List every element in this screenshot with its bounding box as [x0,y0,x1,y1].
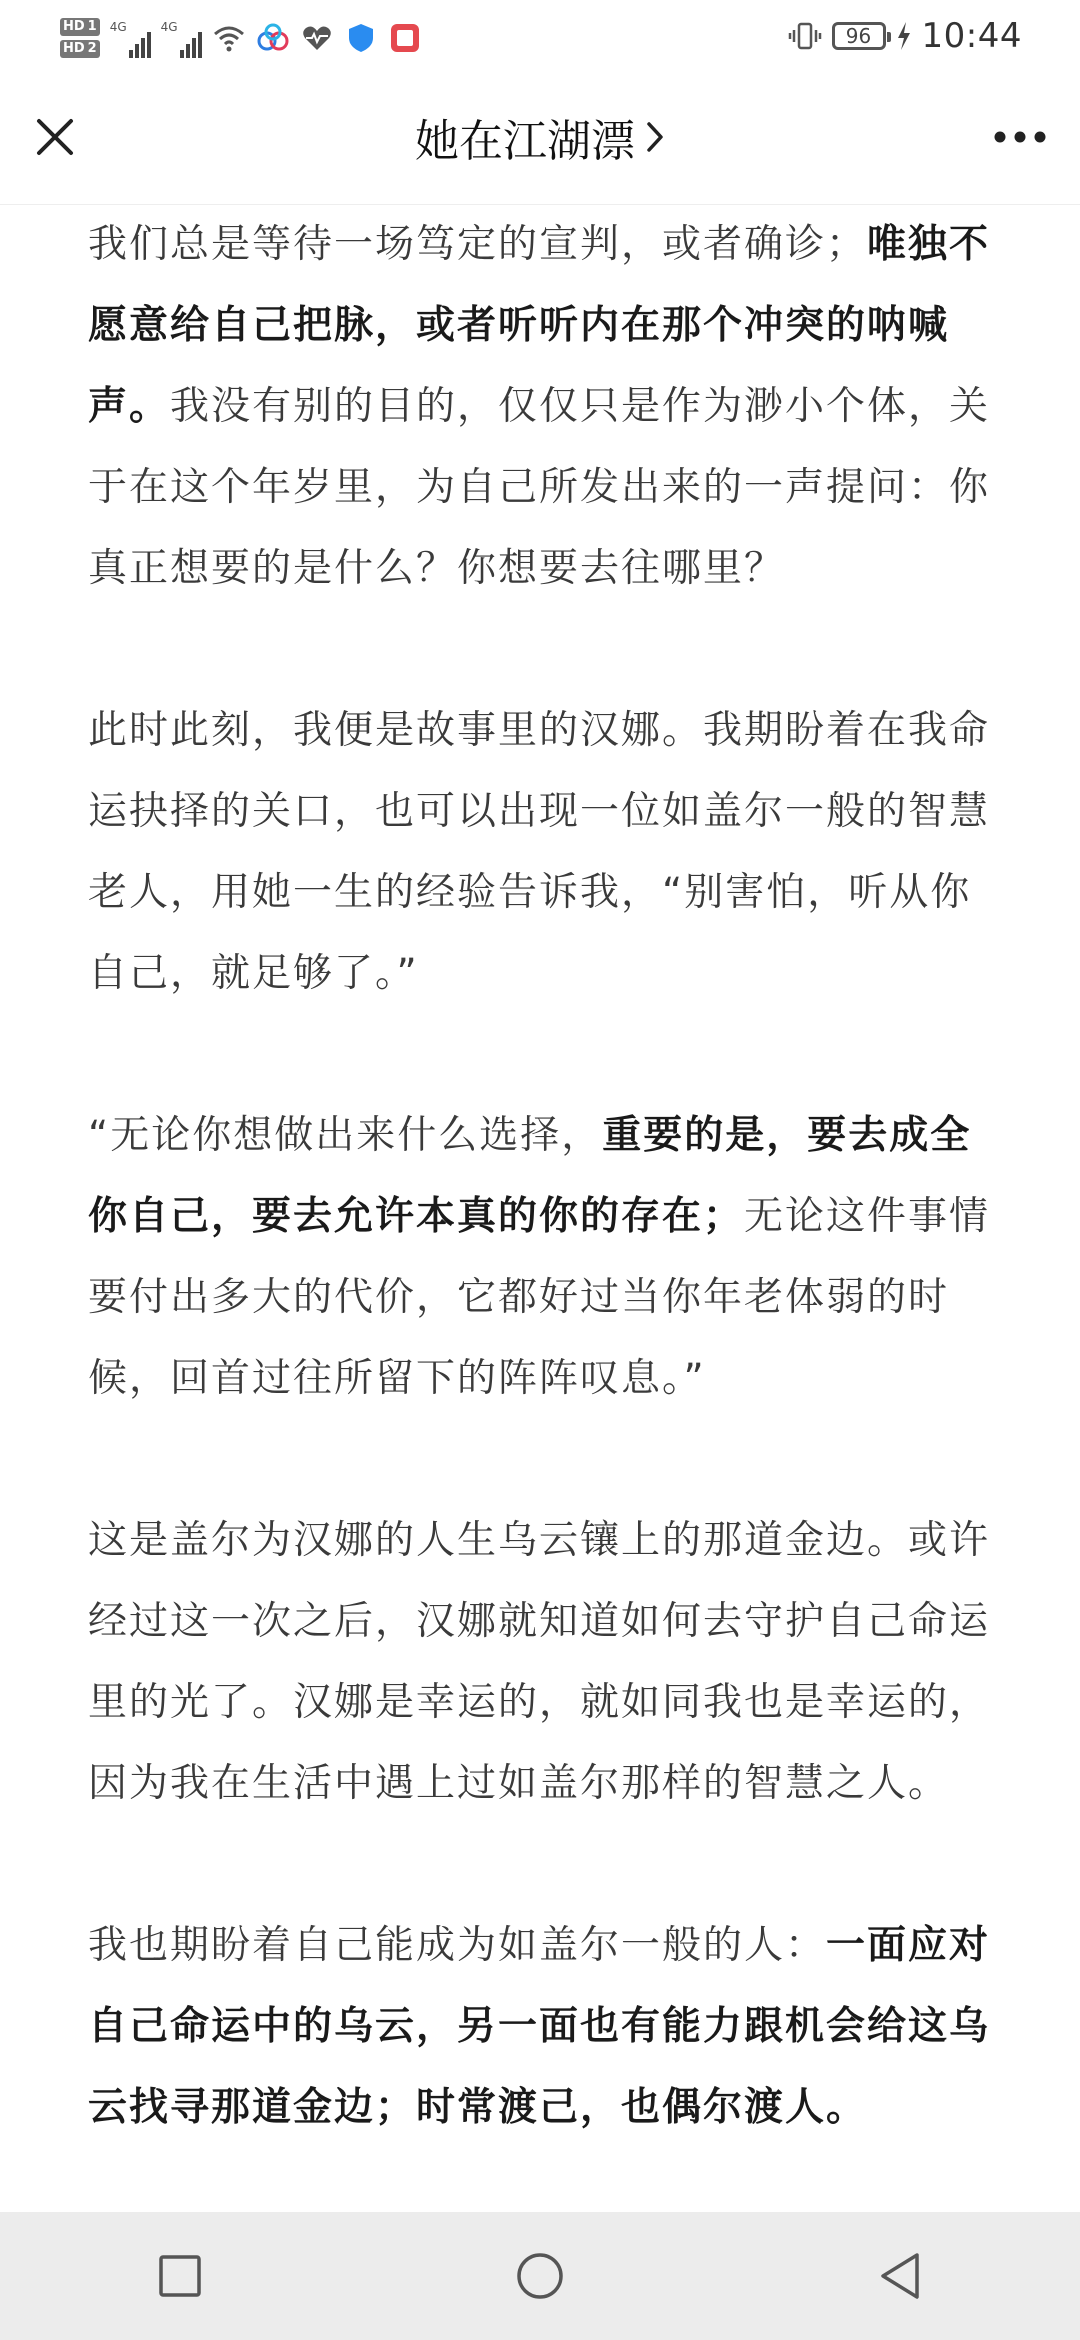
home-button[interactable] [500,2236,580,2316]
health-heart-icon [300,21,334,55]
system-nav-bar [0,2212,1080,2340]
battery-indicator: 96 [832,22,886,50]
article-paragraph-3 [88,1095,992,1419]
recent-apps-button[interactable] [140,2236,220,2316]
paragraph-text: 此时此刻，我便是故事里的汉娜。我期盼着在我命运抉择的关口，也可以出现一位如盖尔一般的智慧老人，用她一生的经验告诉我，“别害怕，听从你自己，就足够了。” [88,708,991,996]
shield-icon [344,21,378,55]
paragraph-text: 我也期盼着自己能成为如盖尔一般的人： [88,1923,827,1968]
paragraph-bold-text: 重要的是，要去成全你自己，要去允许本真的你的存在； [88,1113,972,1239]
charging-icon [896,21,912,51]
paragraph-bold-text: 一面应对自己命运中的乌云，另一面也有能力跟机会给这乌云找寻那道金边；时常渡己，也偶尔渡人。 [88,1923,991,2130]
red-app-icon [388,21,422,55]
article-paragraph-1 [88,204,992,609]
signal-1 [110,18,151,58]
sim1-badge: HD 1 [60,18,100,36]
account-title-link[interactable] [0,110,1080,167]
network-type-1: 4G [109,20,127,34]
chevron-right-icon [645,120,665,154]
title-bar [0,70,1080,205]
paragraph-text: “无论你想做出来什么选择， [88,1113,603,1158]
more-button[interactable] [990,110,1050,164]
sim2-badge: HD 2 [60,40,100,58]
page-title: 她在江湖漂 [415,116,635,167]
status-right [788,10,1022,62]
paragraph-text: 我们总是等待一场笃定的宣判，或者确诊； [88,222,868,267]
signal-bars-icon [129,30,151,58]
circle-home-icon [515,2251,565,2301]
article-paragraph-2 [88,690,992,1014]
status-time: 10:44 [921,16,1022,56]
article-paragraph-4 [88,1500,992,1824]
signal-2 [161,18,202,58]
status-bar [0,0,1080,70]
network-type-2: 4G [160,20,178,34]
wifi-icon [212,21,246,55]
vibrate-icon [788,19,822,53]
triangle-back-icon [877,2251,923,2301]
article-paragraph-5 [88,1905,992,2148]
signal-bars-icon [180,30,202,58]
sim-indicators [60,18,100,58]
paragraph-bold-text: 唯独不愿意给自己把脉，或者听听内在那个冲突的呐喊声。 [88,222,991,429]
more-icon [993,130,1047,144]
paragraph-text: 这是盖尔为汉娜的人生乌云镶上的那道金边。或许经过这一次之后，汉娜就知道如何去守护自己命运里的光了。汉娜是幸运的，就如同我也是幸运的，因为我在生活中遇上过如盖尔那样的智慧之人。 [88,1518,991,1806]
status-left [60,8,422,68]
article-body[interactable] [88,204,992,2212]
paragraph-text: 无论这件事情要付出多大的代价，它都好过当你年老体弱的时候，回首过往所留下的阵阵叹息。” [88,1194,991,1401]
back-button[interactable] [860,2236,940,2316]
square-recent-icon [158,2254,202,2298]
paragraph-text: 我没有别的目的，仅仅只是作为渺小个体，关于在这个年岁里，为自己所发出来的一声提问：你真正想要的是什么？你想要去往哪里？ [88,384,991,591]
baidu-cloud-icon [256,21,290,55]
